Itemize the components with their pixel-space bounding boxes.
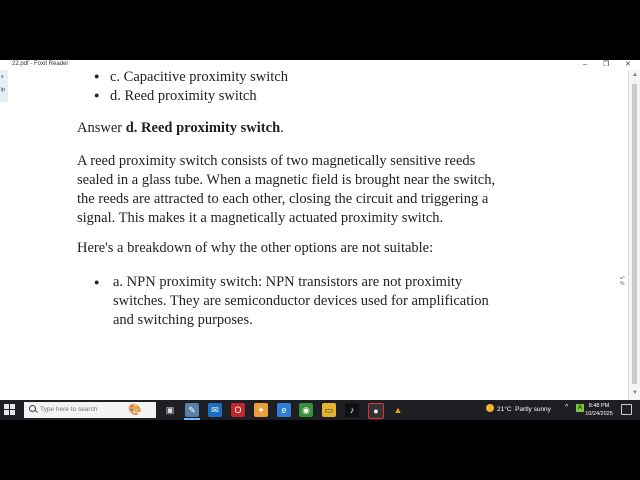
- answer-prefix: Answer: [77, 120, 126, 136]
- left-strip-text-1: s: [1, 74, 4, 80]
- task-view-icon[interactable]: ▣: [165, 405, 175, 415]
- vertical-scrollbar[interactable]: [628, 70, 640, 400]
- weather-temp: 21°C: [497, 406, 512, 413]
- bullet-icon: ●: [94, 90, 100, 100]
- option-c-text: c. Capacitive proximity switch: [110, 70, 288, 85]
- explanation-line: signal. This makes it a magnetically actuated proximity switch.: [77, 210, 444, 226]
- maximize-button[interactable]: ❐: [603, 61, 610, 68]
- explanation-line: A reed proximity switch consists of two magnetically sensitive reeds: [77, 153, 476, 169]
- desktop-screen: [0, 60, 640, 420]
- bullet-icon: ●: [94, 277, 100, 287]
- explanation-paragraph: [77, 152, 557, 228]
- breakdown-line: a. NPN proximity switch: NPN transistors are not proximity: [113, 274, 463, 290]
- windows-logo-pane: [4, 410, 9, 415]
- system-tray[interactable]: [565, 404, 568, 411]
- notification-center-icon[interactable]: [621, 404, 632, 415]
- explanation-line: sealed in a glass tube. When a magnetic field is brought near the switch,: [77, 172, 496, 188]
- breakdown-item-a: [113, 273, 593, 330]
- search-icon: [29, 405, 36, 412]
- windows-logo-pane: [10, 410, 15, 415]
- taskbar-search-box[interactable]: [24, 402, 156, 418]
- option-d-text: d. Reed proximity switch: [110, 88, 257, 104]
- file-explorer-icon[interactable]: ▭: [322, 403, 336, 417]
- explanation-line: the reeds are attracted to each other, closing the circuit and triggering a: [77, 191, 489, 207]
- clock-time: 8:48 PM: [588, 403, 610, 409]
- list-item: [94, 70, 288, 87]
- side-indicator: =° %: [620, 276, 625, 287]
- left-strip-text-2: lp: [1, 87, 5, 93]
- close-button[interactable]: ✕: [625, 61, 631, 68]
- clock-date: 10/24/2025: [585, 411, 613, 417]
- foxit-reader-taskbar-icon[interactable]: ✎: [185, 403, 199, 417]
- recorder-icon[interactable]: ●: [368, 403, 384, 419]
- search-input[interactable]: [40, 406, 110, 413]
- chrome-icon[interactable]: ◉: [299, 403, 313, 417]
- tray-app-icon[interactable]: A: [577, 405, 582, 411]
- minimize-button[interactable]: –: [583, 61, 587, 68]
- window-titlebar[interactable]: [0, 60, 640, 70]
- answer-suffix: .: [280, 120, 284, 136]
- partly-sunny-icon: [486, 404, 494, 412]
- list-item: [94, 273, 110, 293]
- window-title: 22.pdf - Foxit Reader: [12, 61, 69, 67]
- opera-icon[interactable]: O: [231, 403, 245, 417]
- weather-text: Partly sunny: [515, 406, 551, 413]
- windows-taskbar: [0, 400, 640, 420]
- start-button[interactable]: [4, 404, 16, 416]
- weather-widget[interactable]: [486, 404, 551, 413]
- scroll-down-arrow-icon[interactable]: ▼: [632, 390, 638, 396]
- answer-bold: d. Reed proximity switch: [125, 120, 281, 136]
- breakdown-line: and switching purposes.: [113, 312, 253, 328]
- tray-chevron-icon[interactable]: ^: [565, 404, 569, 411]
- edge-icon[interactable]: e: [277, 403, 291, 417]
- taskbar-clock[interactable]: [585, 402, 613, 418]
- vlc-icon[interactable]: ▲: [393, 405, 403, 415]
- windows-logo-icon: [4, 404, 9, 409]
- list-item: [94, 86, 257, 106]
- scroll-up-arrow-icon[interactable]: ▲: [632, 72, 638, 78]
- tiktok-icon[interactable]: ♪: [345, 403, 359, 417]
- search-highlight-art-icon: 🎨: [128, 404, 142, 416]
- breakdown-line: switches. They are semiconductor devices used for amplification: [113, 293, 489, 309]
- bullet-icon: ●: [94, 71, 100, 81]
- scroll-thumb[interactable]: [632, 84, 637, 384]
- pdf-document-view[interactable]: [8, 70, 628, 400]
- windows-logo-pane: [10, 404, 15, 409]
- active-app-indicator: [184, 418, 200, 420]
- answer-line: [77, 119, 557, 138]
- mail-icon[interactable]: ✉: [208, 403, 222, 417]
- breakdown-intro: Here's a breakdown of why the other options are not suitable:: [77, 240, 434, 256]
- app-icon[interactable]: ✦: [254, 403, 268, 417]
